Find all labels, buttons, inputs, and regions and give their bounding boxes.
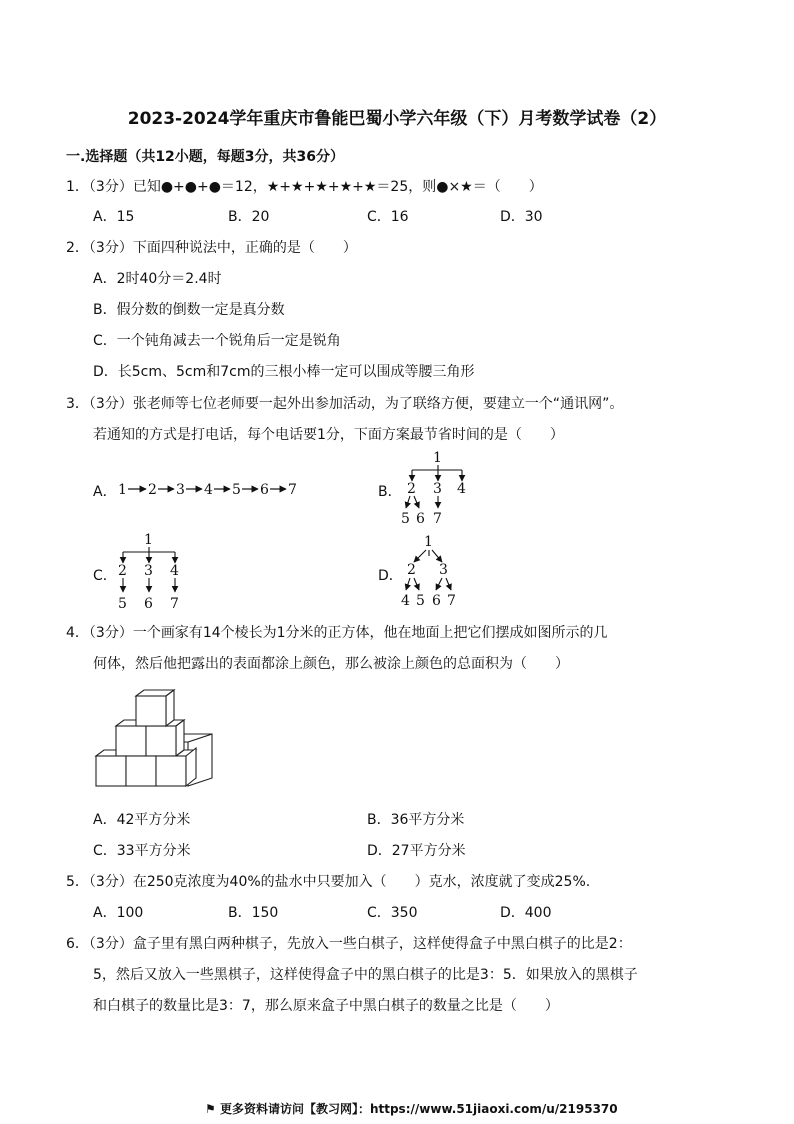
diag-c-node-1: 1 <box>144 532 153 548</box>
page-title: 2023-2024学年重庆市鲁能巴蜀小学六年级（下）月考数学试卷（2） <box>127 109 667 129</box>
section-heading: 一.选择题（共12小题，每题3分，共36分） <box>66 149 345 165</box>
diag-c-node-2: 2 <box>118 563 127 579</box>
q4-option-c: C．33平方分米 <box>93 843 191 859</box>
diag-d-node-4: 4 <box>401 593 410 609</box>
question-6-line3: 和白棋子的数量比是3：7，那么原来盒子中黑白棋子的数量之比是（ ） <box>93 998 559 1014</box>
q3-option-a-label: A． <box>93 484 117 500</box>
diag-b-node-5: 5 <box>401 511 410 527</box>
q4-option-d: D．27平方分米 <box>367 843 466 859</box>
diag-d-node-2: 2 <box>407 562 416 578</box>
diag-b-node-1: 1 <box>433 450 442 466</box>
diag-b-node-2: 2 <box>407 481 416 497</box>
question-3-line2: 若通知的方式是打电话，每个电话要1分，下面方案最节省时间的是（ ） <box>93 427 564 443</box>
diag-a-node-1: 1 <box>118 482 127 498</box>
diag-a-node-2: 2 <box>148 482 157 498</box>
diag-a-node-5: 5 <box>232 482 241 498</box>
diag-a-node-4: 4 <box>204 482 213 498</box>
diag-b-node-3: 3 <box>433 481 442 497</box>
q1-option-c: C．16 <box>367 209 409 225</box>
q5-option-d: D．400 <box>500 905 552 921</box>
q1-option-a: A．15 <box>93 209 135 225</box>
diag-d-node-7: 7 <box>447 593 456 609</box>
q3-option-b-label: B． <box>378 484 402 500</box>
q3-diagram-d <box>398 532 478 612</box>
q2-option-c: C．一个钝角减去一个锐角后一定是锐角 <box>93 333 341 349</box>
q4-option-a: A．42平方分米 <box>93 812 191 828</box>
question-5-text: 5．（3分）在250克浓度为40%的盐水中只要加入（ ）克水，浓度就了变成25%. <box>66 874 591 890</box>
q3-diagram-c <box>114 530 194 612</box>
diag-d-node-5: 5 <box>416 593 425 609</box>
q5-option-c: C．350 <box>367 905 418 921</box>
q5-option-b: B．150 <box>228 905 279 921</box>
diag-a-node-6: 6 <box>260 482 269 498</box>
q3-diagram-b <box>398 448 478 528</box>
footer-text: 更多资料请访问【教习网】：https://www.51jiaoxi.com/u/2195370 <box>219 1102 618 1116</box>
diag-d-node-3: 3 <box>439 562 448 578</box>
diag-b-node-6: 6 <box>416 511 425 527</box>
diag-c-node-4: 4 <box>170 563 179 579</box>
q5-option-a: A．100 <box>93 905 144 921</box>
cube-pyramid-figure <box>92 686 214 794</box>
diag-d-node-6: 6 <box>432 593 441 609</box>
diag-c-node-6: 6 <box>144 596 153 612</box>
question-4-line2: 何体，然后他把露出的表面都涂上颜色，那么被涂上颜色的总面积为（ ） <box>93 656 569 672</box>
diag-c-node-5: 5 <box>118 596 127 612</box>
q1-option-d: D．30 <box>500 209 543 225</box>
q3-option-c-label: C． <box>93 568 117 584</box>
question-6-line1: 6．（3分）盒子里有黑白两种棋子，先放入一些白棋子，这样使得盒子中黑白棋子的比是2： <box>66 936 632 952</box>
diag-a-node-3: 3 <box>176 482 185 498</box>
question-2-text: 2．（3分）下面四种说法中，正确的是（ ） <box>66 240 357 256</box>
diag-b-node-7: 7 <box>433 511 442 527</box>
q2-option-d: D．长5cm、5cm和7cm的三根小棒一定可以围成等腰三角形 <box>93 364 475 380</box>
question-6-line2: 5，然后又放入一些黑棋子，这样使得盒子中的黑白棋子的比是3：5．如果放入的黑棋子 <box>93 967 638 983</box>
diag-c-node-7: 7 <box>170 596 179 612</box>
diag-c-node-3: 3 <box>144 563 153 579</box>
question-1-text: 1．（3分）已知●+●+●＝12，★+★+★+★+★＝25，则●×★＝（ ） <box>66 179 543 195</box>
footer-link[interactable] <box>205 1100 618 1117</box>
q1-option-b: B．20 <box>228 209 270 225</box>
diag-a-node-7: 7 <box>288 482 297 498</box>
q2-option-b: B．假分数的倒数一定是真分数 <box>93 302 285 318</box>
question-4-line1: 4．（3分）一个画家有14个棱长为1分米的正方体，他在地面上把它们摆成如图所示的几 <box>66 625 608 641</box>
q3-diagram-a <box>112 476 312 502</box>
diag-b-node-4: 4 <box>457 481 466 497</box>
diag-d-node-1: 1 <box>424 534 433 550</box>
flag-icon: ⚑ <box>205 1102 216 1116</box>
q2-option-a: A．2时40分＝2.4时 <box>93 271 222 287</box>
q4-option-b: B．36平方分米 <box>367 812 465 828</box>
q3-option-d-label: D． <box>378 568 403 584</box>
question-3-line1: 3．（3分）张老师等七位老师要一起外出参加活动，为了联络方便，要建立一个“通讯网”。 <box>66 396 624 412</box>
